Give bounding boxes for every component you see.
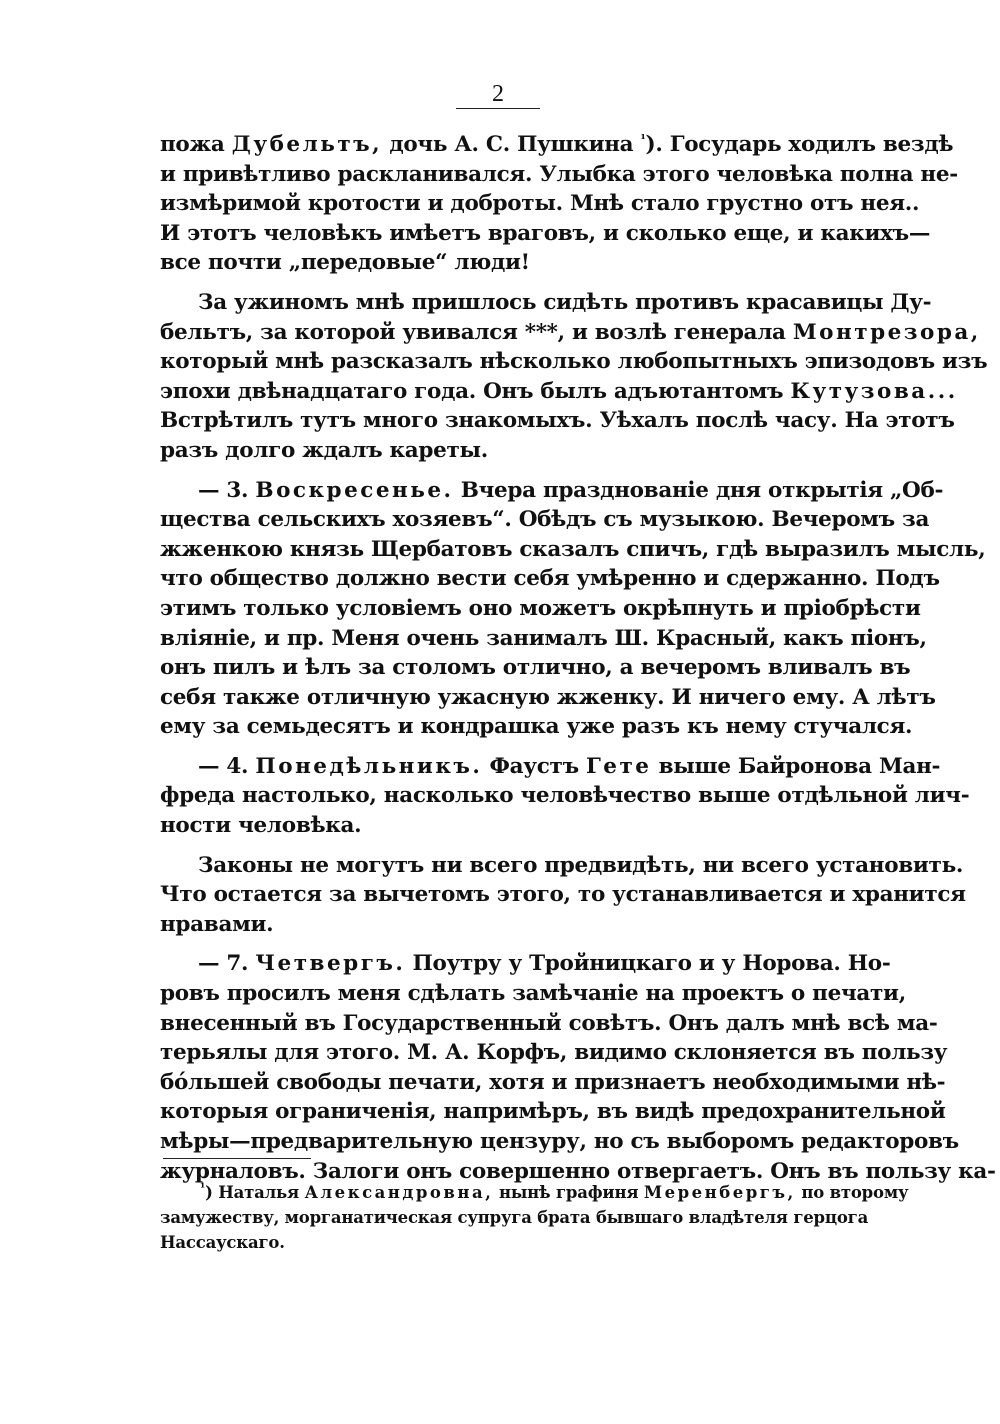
- text-segment: внесенный въ Государственный совѣтъ. Онъ далъ мнѣ всѣ ма-: [160, 1010, 938, 1036]
- text-line: [160, 712, 913, 742]
- spaced-text: Монтрезора,: [792, 319, 981, 345]
- text-line: [160, 1180, 909, 1205]
- text-segment: и привѣтливо раскланивался. Улыбка этого человѣка полна не-: [160, 161, 958, 187]
- text-segment: разъ долго ждалъ кареты.: [160, 437, 488, 463]
- text-line: [160, 1038, 948, 1068]
- text-segment: — 4.: [198, 753, 256, 779]
- text-line: [160, 1097, 946, 1127]
- page-number: 2: [492, 81, 504, 107]
- text-line: [160, 219, 931, 249]
- text-line: [160, 594, 921, 624]
- text-line: [160, 377, 958, 407]
- paragraph: [160, 752, 970, 841]
- text-segment: дочь А. С. Пушкина: [382, 132, 641, 157]
- spaced-text: Четвергъ.: [255, 951, 406, 977]
- text-segment: журналовъ. Залоги онъ совершенно отвергаетъ. Онъ въ пользу ка-: [160, 1158, 996, 1184]
- text-segment: эпохи двѣнадцатаго года. Онъ былъ адъютантомъ: [160, 378, 791, 404]
- text-segment: замужеству, морганатическая супруга брата бывшаго владѣтеля герцога: [160, 1208, 869, 1227]
- spaced-text: Воскресенье.: [255, 477, 454, 503]
- text-segment: который мнѣ разсказалъ нѣсколько любопытныхъ эпизодовъ изъ: [160, 349, 988, 375]
- text-line: [160, 910, 840, 940]
- text-line: [160, 752, 941, 782]
- text-segment: ровъ просилъ меня сдѣлать замѣчаніе на проектъ о печати,: [160, 981, 906, 1007]
- text-segment: бельтъ, за которой увивался ***, и возлѣ генерала: [160, 319, 793, 345]
- text-segment: выше Байронова Ман-: [651, 753, 941, 779]
- text-line: [160, 949, 891, 979]
- text-line: [160, 406, 955, 436]
- paragraph: [160, 130, 958, 278]
- text-segment: нынѣ графиня: [493, 1183, 644, 1202]
- text-segment: — 3.: [198, 477, 256, 503]
- text-line: [160, 189, 920, 219]
- text-segment: себя также отличную ужасную жженку. И ничего ему. А лѣтъ: [160, 684, 936, 710]
- text-line: [160, 624, 927, 654]
- text-line: [160, 979, 906, 1009]
- footnote-rule: [163, 1158, 311, 1159]
- text-segment: по второму: [795, 1183, 909, 1202]
- text-segment: ) Наталья: [205, 1183, 305, 1202]
- paragraph: [160, 288, 988, 466]
- spaced-text: Александровна,: [304, 1183, 494, 1202]
- text-segment: нравами.: [160, 911, 274, 937]
- text-line: [160, 1127, 959, 1157]
- page-number-rule: [456, 108, 540, 109]
- text-line: [160, 683, 936, 713]
- text-line: [160, 130, 954, 160]
- text-segment: — 7.: [198, 951, 256, 977]
- text-line: [160, 347, 988, 377]
- text-segment: которыя ограниченія, напримѣръ, въ видѣ предохранительной: [160, 1099, 946, 1125]
- text-line: [160, 318, 981, 348]
- text-line: [160, 288, 932, 318]
- text-line: [160, 248, 840, 278]
- paragraph: [160, 851, 966, 940]
- text-segment: Нассаускаго.: [160, 1233, 285, 1252]
- footnote: [160, 1180, 909, 1255]
- text-segment: Вчера празднованіе дня открытія „Об-: [453, 477, 944, 503]
- text-segment: измѣримой кротости и доброты. Мнѣ стало грустно отъ нея..: [160, 191, 920, 217]
- paragraph: [160, 476, 986, 742]
- text-line: [160, 781, 970, 811]
- paragraph: [160, 949, 996, 1186]
- text-segment: Что остается за вычетомъ этого, то устанавливается и хранится: [160, 882, 966, 908]
- text-segment: Фаустъ: [482, 753, 586, 779]
- text-line: [160, 564, 940, 594]
- text-line: [160, 535, 986, 565]
- text-segment: фреда настолько, насколько человѣчество выше отдѣльной лич-: [160, 783, 970, 809]
- text-segment: Встрѣтилъ тутъ много знакомыхъ. Уѣхалъ послѣ часу. На этотъ: [160, 408, 955, 434]
- spaced-text: Дубельтъ,: [231, 132, 383, 157]
- text-segment: бо́льшей свободы печати, хотя и признаетъ необходимыми нѣ-: [160, 1069, 946, 1095]
- spaced-text: Гете: [585, 753, 652, 779]
- text-line: [160, 811, 840, 841]
- text-line: [160, 476, 944, 506]
- text-line: [160, 880, 966, 910]
- text-line: [160, 1230, 840, 1255]
- spaced-text: Меренбергъ,: [643, 1183, 796, 1202]
- text-segment: терьялы для этого. М. А. Корфъ, видимо склоняется въ пользу: [160, 1040, 948, 1066]
- text-segment: пожа: [160, 132, 232, 157]
- text-line: [160, 160, 958, 190]
- text-segment: ему за семьдесятъ и кондрашка уже разъ къ нему стучался.: [160, 714, 913, 740]
- text-line: [160, 1205, 869, 1230]
- text-line: [160, 653, 911, 683]
- text-segment: онъ пилъ и ѣлъ за столомъ отлично, а вечеромъ вливалъ въ: [160, 655, 911, 681]
- text-segment: ности человѣка.: [160, 813, 362, 839]
- text-line: [160, 1009, 938, 1039]
- text-segment: щества сельскихъ хозяевъ“. Обѣдъ съ музыкою. Вечеромъ за: [160, 507, 930, 533]
- text-segment: что общество должно вести себя умѣренно и сдержанно. Подъ: [160, 566, 940, 592]
- text-line: [160, 851, 964, 881]
- text-segment: мѣры—предварительную цензуру, но съ выборомъ редакторовъ: [160, 1129, 959, 1154]
- text-line: [160, 505, 930, 535]
- text-segment: За ужиномъ мнѣ пришлось сидѣть противъ красавицы Ду-: [198, 289, 932, 315]
- text-segment: Законы не могутъ ни всего предвидѣть, ни всего установить.: [198, 852, 964, 878]
- spaced-text: Кутузова...: [790, 378, 958, 404]
- text-segment: И этотъ человѣкъ имѣетъ враговъ, и сколько еще, и какихъ—: [160, 220, 931, 246]
- text-line: [160, 1068, 946, 1098]
- text-line: [160, 436, 840, 466]
- text-segment: ). Государь ходилъ вездѣ: [645, 132, 954, 157]
- text-segment: вліяніе, и пр. Меня очень занималъ Ш. Красный, какъ піонъ,: [160, 625, 927, 651]
- footnote-marker: ¹: [640, 131, 646, 146]
- text-segment: жженкою князь Щербатовъ сказалъ спичъ, гдѣ выразилъ мысль,: [160, 536, 986, 562]
- text-segment: этимъ только условіемъ оно можетъ окрѣпнуть и пріобрѣсти: [160, 595, 921, 621]
- text-segment: все почти „передовые“ люди!: [160, 250, 530, 276]
- footnote-marker: ¹: [200, 1180, 206, 1195]
- spaced-text: Понедѣльникъ.: [255, 753, 483, 779]
- text-segment: Поутру у Тройницкаго и у Норова. Но-: [405, 951, 891, 977]
